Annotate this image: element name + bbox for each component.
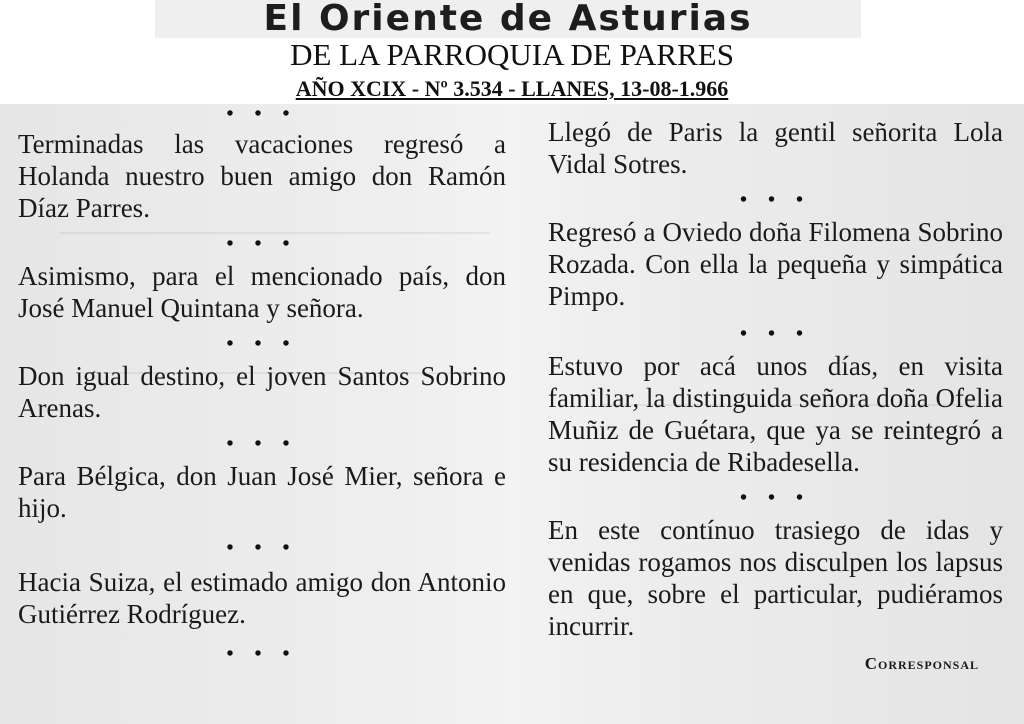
news-item: Estuvo por acá unos días, en visita familiar, la distinguida señora doña Ofelia Muñiz de Guétara, que ya se reintegró a su residencia de Ribadesella. (548, 351, 1003, 477)
separator: • • • (226, 333, 298, 355)
news-item: Don igual destino, el joven Santos Sobrino Arenas. (18, 361, 506, 423)
newspaper-logo (155, 0, 861, 38)
separator: • • • (226, 537, 298, 559)
news-item: Hacia Suiza, el estimado amigo don Antonio Gutiérrez Rodríguez. (18, 567, 506, 629)
separator: • • • (226, 433, 298, 455)
issue-line (0, 76, 1024, 102)
signature: Corresponsal (864, 654, 979, 673)
separator: • • • (226, 643, 298, 665)
news-item: Asimismo, para el mencionado país, don José Manuel Quintana y señora. (18, 261, 506, 323)
news-item: Regresó a Oviedo doña Filomena Sobrino Rozada. Con ella la pequeña y simpática Pimpo. (548, 217, 1003, 311)
separator: • • • (226, 104, 298, 125)
section-title: DE LA PARROQUIA DE PARRES (290, 37, 734, 72)
newspaper-name: El Oriente de Asturias (263, 0, 753, 38)
separator: • • • (739, 323, 811, 345)
right-column (548, 104, 1003, 724)
newspaper-clipping (0, 104, 1024, 724)
separator: • • • (739, 487, 811, 509)
masthead (0, 0, 1024, 104)
separator: • • • (739, 189, 811, 211)
news-item: Terminadas las vacaciones regresó a Holanda nuestro buen amigo don Ramón Díaz Parres. (18, 129, 506, 223)
issue-info: AÑO XCIX - Nº 3.534 - LLANES, 13-08-1.966 (295, 76, 729, 101)
news-item: Llegó de Paris la gentil señorita Lola Vidal Sotres. (548, 117, 1003, 179)
separator: • • • (226, 233, 298, 255)
news-item: En este contínuo trasiego de idas y venidas rogamos nos disculpen los lapsus en que, sobre el particular, pudiéramos incurrir. (548, 515, 1003, 641)
left-column (18, 104, 506, 724)
news-item: Para Bélgica, don Juan José Mier, señora e hijo. (18, 461, 506, 523)
